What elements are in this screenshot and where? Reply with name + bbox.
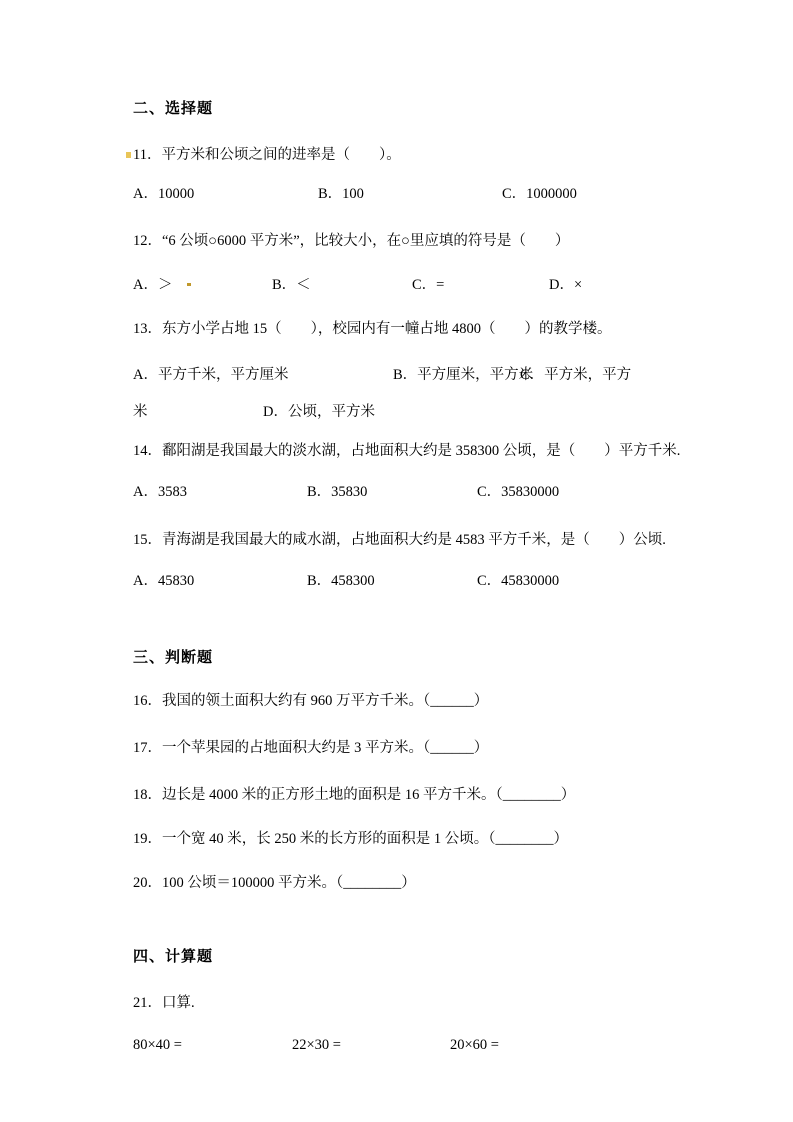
question-13-text: 13．东方小学占地 15（ ），校园内有一幢占地 4800（ ）的教学楼。: [133, 321, 612, 337]
question-11-text: 11．平方米和公顷之间的进率是（ ）。: [133, 147, 401, 163]
option-c: C．1000000: [502, 186, 577, 202]
option-a: A．平方千米，平方厘米: [133, 367, 289, 383]
question-12-options: [133, 276, 753, 296]
option-a: A．3583: [133, 484, 187, 500]
question-21-label: 21．口算.: [133, 995, 195, 1011]
option-c: C．35830000: [477, 484, 560, 500]
section-heading-choice: 二、选择题: [133, 100, 214, 117]
question-17-text: 17．一个苹果园的占地面积大约是 3 平方米。（______）: [133, 740, 489, 756]
option-b: B．35830: [307, 484, 368, 500]
option-d: D．×: [549, 277, 583, 293]
option-c-wrap: 米: [133, 404, 148, 420]
question-14-text: 14．鄱阳湖是我国最大的淡水湖，占地面积大约是 358300 公顷，是（ ）平方千米.: [133, 443, 681, 459]
question-19-text: 19．一个宽 40 米，长 250 米的长方形的面积是 1 公顷。（________）: [133, 831, 568, 847]
expression-3: 20×60 =: [450, 1037, 499, 1053]
option-a: A．45830: [133, 573, 195, 589]
option-c: C．=: [412, 277, 445, 293]
option-b: B．＜: [272, 277, 311, 293]
question-13-options-line1: [133, 366, 753, 386]
option-a: A．10000: [133, 186, 195, 202]
section-heading-judge: 三、判断题: [133, 649, 214, 666]
question-14-options: [133, 483, 753, 503]
question-16-text: 16．我国的领土面积大约有 960 万平方千米。（______）: [133, 693, 489, 709]
option-c: C．45830000: [477, 573, 560, 589]
question-21-expressions: [133, 1036, 753, 1056]
question-12-text: 12．“6 公顷○6000 平方米”，比较大小，在○里应填的符号是（ ）: [133, 233, 570, 249]
option-d: D．公顷，平方米: [263, 404, 375, 420]
question-20-text: 20．100 公顷＝100000 平方米。（________）: [133, 875, 416, 891]
question-11-options: [133, 185, 753, 205]
option-b: B．平方厘米，平方米: [393, 367, 534, 383]
question-18-text: 18．边长是 4000 米的正方形土地的面积是 16 平方千米。（________）: [133, 787, 576, 803]
question-13-options-line2: [133, 403, 753, 423]
comment-marker-icon: [126, 152, 131, 158]
option-b: B．458300: [307, 573, 375, 589]
option-b: B．100: [318, 186, 364, 202]
question-15-options: [133, 572, 753, 592]
section-heading-calc: 四、计算题: [133, 948, 214, 965]
expression-1: 80×40 =: [133, 1037, 182, 1053]
expression-2: 22×30 =: [292, 1037, 341, 1053]
option-a: A．＞: [133, 277, 173, 293]
option-c: C．平方米，平方: [520, 367, 632, 383]
question-15-text: 15．青海湖是我国最大的咸水湖，占地面积大约是 4583 平方千米，是（ ）公顷.: [133, 532, 666, 548]
